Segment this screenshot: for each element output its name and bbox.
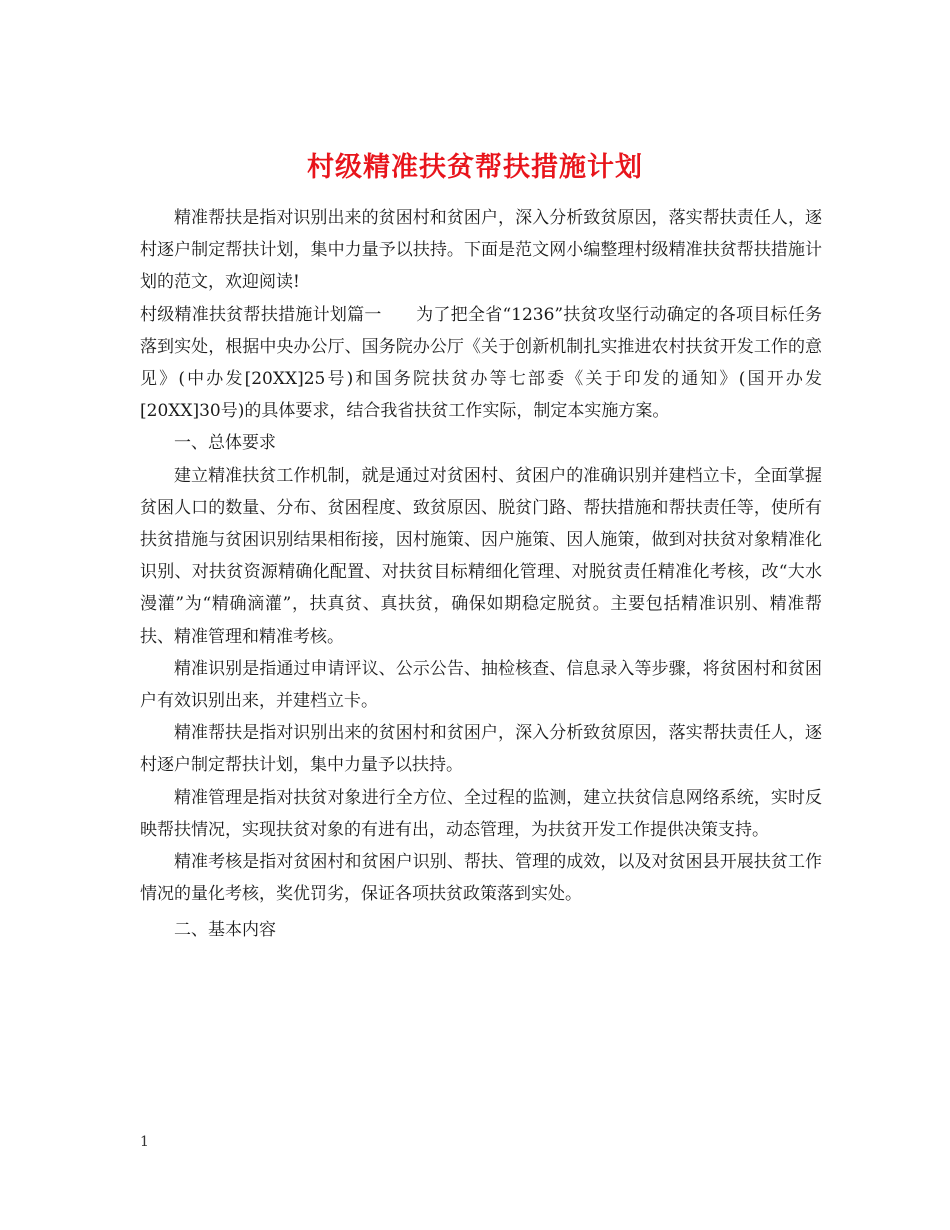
body-paragraph: 精准帮扶是指对识别出来的贫困村和贫困户，深入分析致贫原因，落实帮扶责任人，逐村逐户制定帮扶计划，集中力量予以扶持。 — [140, 723, 822, 776]
body-paragraph: 精准识别是指通过申请评议、公示公告、抽检核查、信息录入等步骤，将贫困村和贫困户有效识别出来，并建档立卡。 — [140, 658, 822, 712]
page-number: 1 — [140, 1134, 149, 1150]
section-heading-basic-content: 二、基本内容 — [174, 920, 276, 941]
document-body — [140, 202, 822, 947]
body-paragraph: 精准考核是指对贫困村和贫困户识别、帮扶、管理的成效，以及对贫困县开展扶贫工作情况的量化考核，奖优罚劣，保证各项扶贫政策落到实处。 — [140, 852, 822, 905]
body-paragraph: 建立精准扶贫工作机制，就是通过对贫困村、贫困户的准确识别并建档立卡，全面掌握贫困人口的数量、分布、贫困程度、致贫原因、脱贫门路、帮扶措施和帮扶责任等，使所有扶贫措施与贫困识别结果相衔接，因村施策、因户施策、因人施策，做到对扶贫对象精准化识别、对扶贫资源精确化配置、对扶贫目标精细化管理、对脱贫责任精准化考核，改“大水漫灌”为“精确滴灌”，扶真贫、真扶贫，确保如期稳定脱贫。主要包括精准识别、精准帮扶、精准管理和精准考核。 — [140, 465, 822, 647]
section-heading-general-requirements: 一、总体要求 — [174, 433, 276, 454]
intro-paragraph: 精准帮扶是指对识别出来的贫困村和贫困户，深入分析致贫原因，落实帮扶责任人，逐村逐户制定帮扶计划，集中力量予以扶持。下面是范文网小编整理村级精准扶贫帮扶措施计划的范文，欢迎阅读! — [140, 208, 822, 293]
document-title: 村级精准扶贫帮扶措施计划 — [307, 152, 643, 184]
body-paragraph: 精准管理是指对扶贫对象进行全方位、全过程的监测，建立扶贫信息网络系统，实时反映帮扶情况，实现扶贫对象的有进有出，动态管理，为扶贫开发工作提供决策支持。 — [140, 787, 822, 840]
section-intro-paragraph: 村级精准扶贫帮扶措施计划篇一 为了把全省“1236”扶贫攻坚行动确定的各项目标任务落到实处，根据中央办公厅、国务院办公厅《关于创新机制扎实推进农村扶贫开发工作的意见》(中办发[20XX]25号)和国务院扶贫办等七部委《关于印发的通知》(国开办发[20XX]30号)的具体要求，结合我省扶贫工作实际，制定本实施方案。 — [140, 304, 822, 422]
